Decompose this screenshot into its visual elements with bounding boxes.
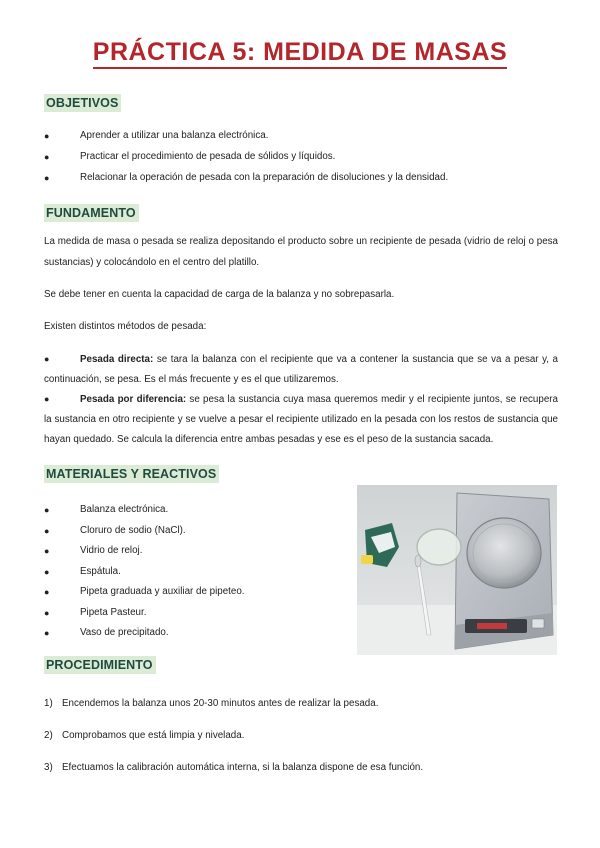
page-title-text: PRÁCTICA 5: MEDIDA DE MASAS — [93, 38, 507, 69]
list-item: ● Espátula. — [44, 565, 121, 577]
bullet-icon: ● — [44, 173, 50, 183]
step-text: Encendemos la balanza unos 20-30 minutos antes de realizar la pesada. — [62, 698, 379, 709]
step-number: 1) — [44, 698, 53, 709]
section-heading-materiales: MATERIALES Y REACTIVOS — [44, 465, 219, 483]
bullet-icon: ● — [44, 587, 50, 597]
list-item: ● Vaso de precipitado. — [44, 627, 169, 638]
list-item: ● Relacionar la operación de pesada con la preparación de disoluciones y la densidad. — [44, 172, 449, 183]
method-pesada-directa — [44, 349, 558, 390]
list-item: ● Practicar el procedimiento de pesada de sólidos y líquidos. — [44, 151, 336, 162]
method-label: Pesada por diferencia: — [80, 394, 187, 405]
list-item — [44, 762, 423, 774]
section-heading-procedimiento: PROCEDIMIENTO — [44, 656, 156, 674]
list-item: ● Aprender a utilizar una balanza electrónica. — [44, 130, 269, 141]
bullet-icon: ● — [44, 546, 50, 556]
list-item: ● Cloruro de sodio (NaCl). — [44, 524, 186, 536]
electronic-balance-image — [357, 485, 557, 655]
bullet-icon: ● — [44, 131, 50, 141]
step-number: 3) — [44, 762, 53, 773]
balance-photo — [357, 485, 557, 655]
materiales-list — [44, 504, 245, 639]
bullet-icon: ● — [44, 566, 50, 577]
method-text: se tara la balanza con el recipiente que va a contener la sustancia que se va a pesar y, a continuación, se pesa. Es el más frecuente y es el que utilizaremos. — [44, 354, 558, 386]
bullet-icon: ● — [44, 354, 50, 364]
method-label: Pesada directa: — [80, 354, 154, 365]
list-item: ● Balanza electrónica. — [44, 504, 169, 515]
bullet-icon: ● — [44, 505, 50, 515]
section-heading-fundamento: FUNDAMENTO — [44, 204, 139, 222]
objetivos-list — [44, 130, 448, 184]
method-text: se pesa la sustancia cuya masa queremos medir y el recipiente juntos, se recupera la sustancia en otro recipiente y se vuelve a pesar el recipiente utilizado en la pesada con los restos de sustancia que hayan quedado. Se calcula la diferencia entre ambas pesadas y ese es el peso de la sustancia sacada. — [44, 394, 558, 446]
bullet-icon: ● — [44, 394, 50, 404]
bullet-icon: ● — [44, 628, 50, 638]
step-number: 2) — [44, 730, 53, 741]
list-item — [44, 698, 423, 710]
fundamento-paragraph-2: Se debe tener en cuenta la capacidad de carga de la balanza y no sobrepasarla. — [44, 289, 395, 300]
list-item: ● Pipeta Pasteur. — [44, 606, 147, 618]
method-pesada-por-diferencia — [44, 389, 558, 451]
bullet-icon: ● — [44, 607, 50, 618]
fundamento-paragraph-3: Existen distintos métodos de pesada: — [44, 321, 207, 332]
procedimiento-list — [44, 698, 423, 774]
step-text: Efectuamos la calibración automática interna, si la balanza dispone de esa función. — [62, 762, 424, 773]
bullet-icon: ● — [44, 152, 50, 162]
list-item: ● Pipeta graduada y auxiliar de pipeteo. — [44, 586, 245, 597]
section-heading-objetivos: OBJETIVOS — [44, 94, 121, 112]
list-item — [44, 730, 423, 742]
fundamento-paragraph-1: La medida de masa o pesada se realiza depositando el producto sobre un recipiente de pesada (vidrio de reloj o pesa sustancias) y colocándolo en el centro del platillo. — [44, 236, 558, 268]
page-title — [0, 38, 600, 67]
bullet-icon: ● — [44, 525, 50, 536]
step-text: Comprobamos que está limpia y nivelada. — [62, 730, 245, 741]
list-item: ● Vidrio de reloj. — [44, 545, 143, 556]
